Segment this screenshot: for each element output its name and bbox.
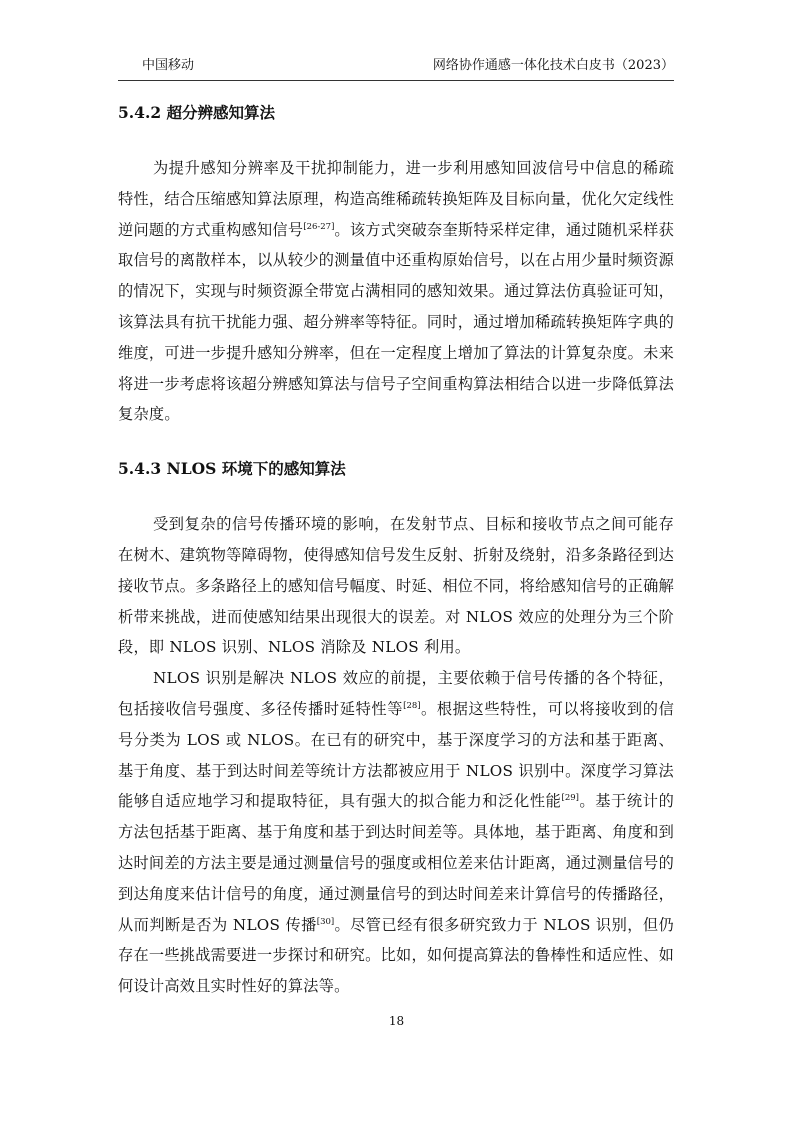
- citation-ref: [30]: [316, 916, 335, 927]
- paragraph-text: NLOS 识别是解决 NLOS 效应的前提，主要依赖于信号传播的各个特征，包括接收信号强度、多径传播时延特性等: [118, 669, 674, 718]
- header-document-title: 网络协作通感一体化技术白皮书（2023）: [432, 58, 674, 73]
- paragraph-text: 受到复杂的信号传播环境的影响，在发射节点、目标和接收节点之间可能存在树木、建筑物等障碍物，使得感知信号发生反射、折射及绕射，沿多条路径到达接收节点。多条路径上的感知信号幅度、时延、相位不同，将给感知信号的正确解析带来挑战，进而使感知结果出现很大的误差。对 NLOS 效应的处理分为三个阶段，即 NLOS 识别、NLOS 消除及 NLOS 利用。: [118, 515, 674, 657]
- paragraph-nlos-intro: [118, 509, 674, 663]
- paragraph-text: 。该方式突破奈奎斯特采样定律，通过随机采样获取信号的离散样本，以从较少的测量值中还重构原始信号，以在占用少量时频资源的情况下，实现与时频资源全带宽占满相同的感知效果。通过算法仿真验证可知，该算法具有抗干扰能力强、超分辨率等特征。同时，通过增加稀疏转换矩阵字典的维度，可进一步提升感知分辨率，但在一定程度上增加了算法的计算复杂度。未来将进一步考虑将该超分辨感知算法与信号子空间重构算法相结合以进一步降低算法复杂度。: [118, 220, 675, 424]
- header-organization: 中国移动: [142, 58, 195, 73]
- citation-ref: [29]: [561, 793, 579, 804]
- page-number: 18: [388, 1014, 405, 1028]
- section-heading-5-4-3: 5.4.3 NLOS 环境下的感知算法: [118, 459, 346, 479]
- paragraph-super-resolution: [118, 153, 674, 430]
- citation-ref: [28]: [403, 700, 421, 711]
- paragraph-text: 。基于统计的方法包括基于距离、基于角度和基于到达时间差等。具体地，基于距离、角度和到达时间差的方法主要是通过测量信号的强度或相位差来估计距离，通过测量信号的到达角度来估计信号的角度，通过测量信号的到达时间差来计算信号的传播路径，从而判断是否为 NLOS 传播: [118, 792, 675, 934]
- paragraph-nlos-identification: [118, 663, 674, 1002]
- paragraph-text: 为提升感知分辨率及干扰抑制能力，进一步利用感知回波信号中信息的稀疏特性，结合压缩感知算法原理，构造高维稀疏转换矩阵及目标向量，优化欠定线性逆问题的方式重构感知信号: [118, 159, 674, 239]
- page-content: [118, 100, 674, 1002]
- page-header: [118, 52, 674, 81]
- citation-ref: [26-27]: [303, 221, 335, 232]
- paragraph-text: 。根据这些特性，可以将接收到的信号分类为 LOS 或 NLOS。在已有的研究中，基于深度学习的方法和基于距离、基于角度、基于到达时间差等统计方法都被应用于 NLOS 识别中。深度学习算法能够自适应地学习和提取特征，具有强大的拟合能力和泛化性能: [118, 699, 675, 811]
- paragraph-text: 。尽管已经有很多研究致力于 NLOS 识别，但仍存在一些挑战需要进一步探讨和研究。比如，如何提高算法的鲁棒性和适应性、如何设计高效且实时性好的算法等。: [118, 915, 674, 996]
- section-heading-5-4-2: 5.4.2 超分辨感知算法: [118, 103, 276, 122]
